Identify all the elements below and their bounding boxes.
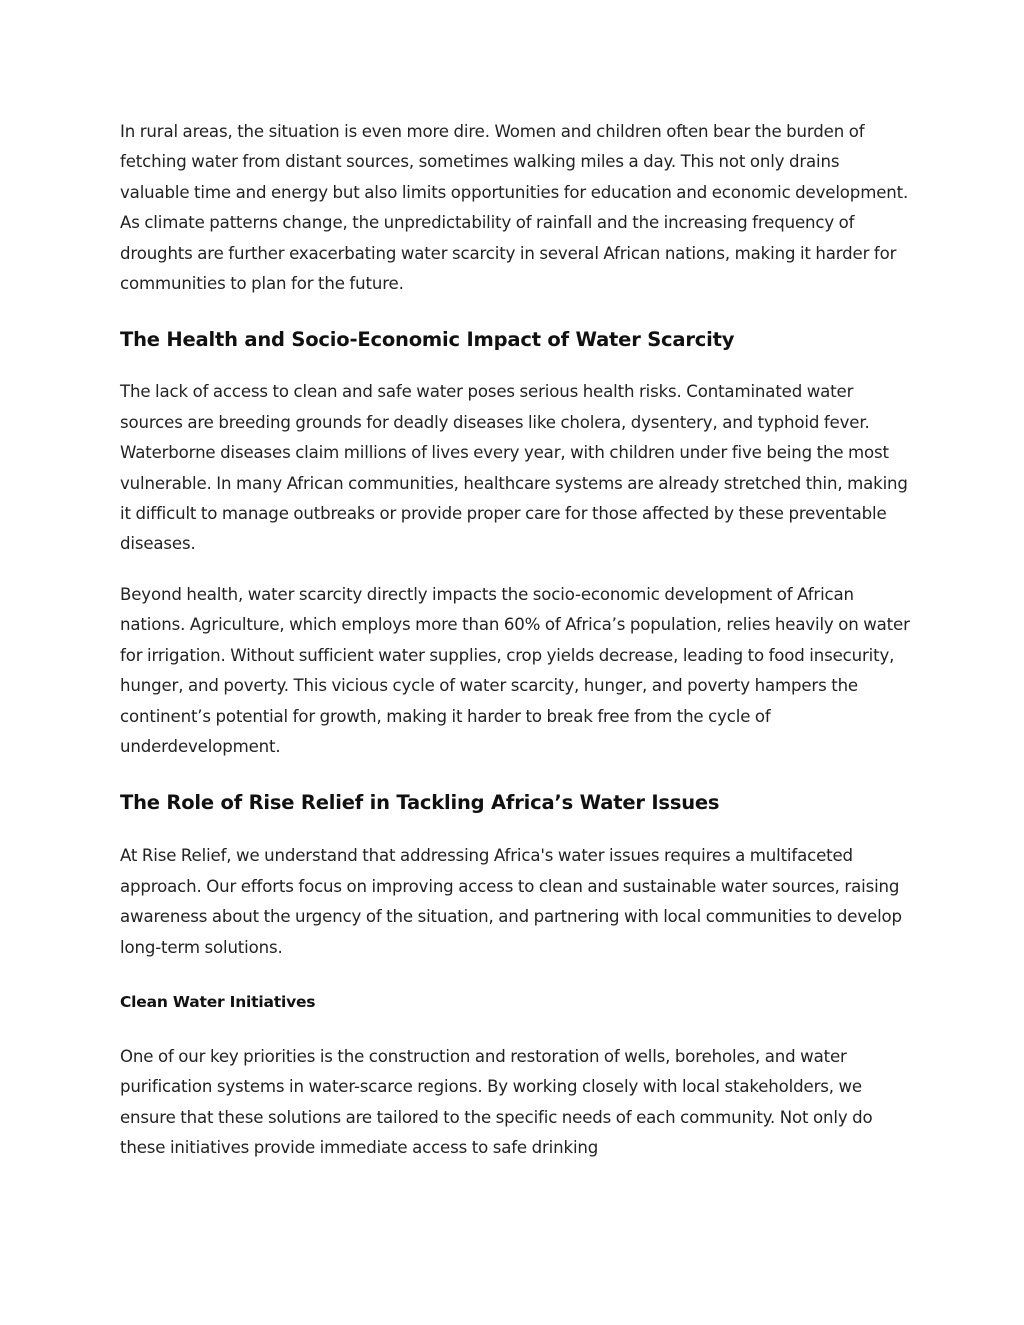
paragraph-health-risks: The lack of access to clean and safe water poses serious health risks. Contaminated water sources are breeding grounds for deadly diseases like cholera, dysentery, and typhoid fever. Waterborne diseases claim millions of lives every year, with children under five being the most vulnerable. In many African communities, healthcare systems are already stretched thin, making it difficult to manage outbreaks or provide proper care for those affected by these preventable diseases.	[120, 382, 908, 554]
paragraph-socio-economic: Beyond health, water scarcity directly impacts the socio-economic development of African nations. Agriculture, which employs more than 60% of Africa’s population, relies heavily on water for irrigation. Without sufficient water supplies, crop yields decrease, leading to food insecurity, hunger, and poverty. This vicious cycle of water scarcity, hunger, and poverty hampers the continent’s potential for growth, making it harder to break free from the cycle of underdevelopment.	[120, 584, 910, 756]
subheading-clean-water-initiatives: Clean Water Initiatives	[120, 992, 316, 1011]
heading-health-impact: The Health and Socio-Economic Impact of Water Scarcity	[120, 328, 735, 352]
paragraph-rise-relief-approach: At Rise Relief, we understand that addressing Africa's water issues requires a multifaceted approach. Our efforts focus on improving access to clean and sustainable water sources, raising awareness about the urgency of the situation, and partnering with local communities to develop long-term solutions.	[120, 846, 902, 957]
paragraph-clean-water-priorities: One of our key priorities is the construction and restoration of wells, boreholes, and water purification systems in water-scarce regions. By working closely with local stakeholders, we ensure that these solutions are tailored to the specific needs of each community. Not only do these initiatives provide immediate access to safe drinking	[120, 1046, 873, 1158]
document-page	[120, 117, 910, 1164]
heading-rise-relief-role: The Role of Rise Relief in Tackling Africa’s Water Issues	[120, 791, 720, 815]
paragraph-rural-areas: In rural areas, the situation is even more dire. Women and children often bear the burden of fetching water from distant sources, sometimes walking miles a day. This not only drains valuable time and energy but also limits opportunities for education and economic development. As climate patterns change, the unpredictability of rainfall and the increasing frequency of droughts are further exacerbating water scarcity in several African nations, making it harder for communities to plan for the future.	[120, 122, 909, 294]
